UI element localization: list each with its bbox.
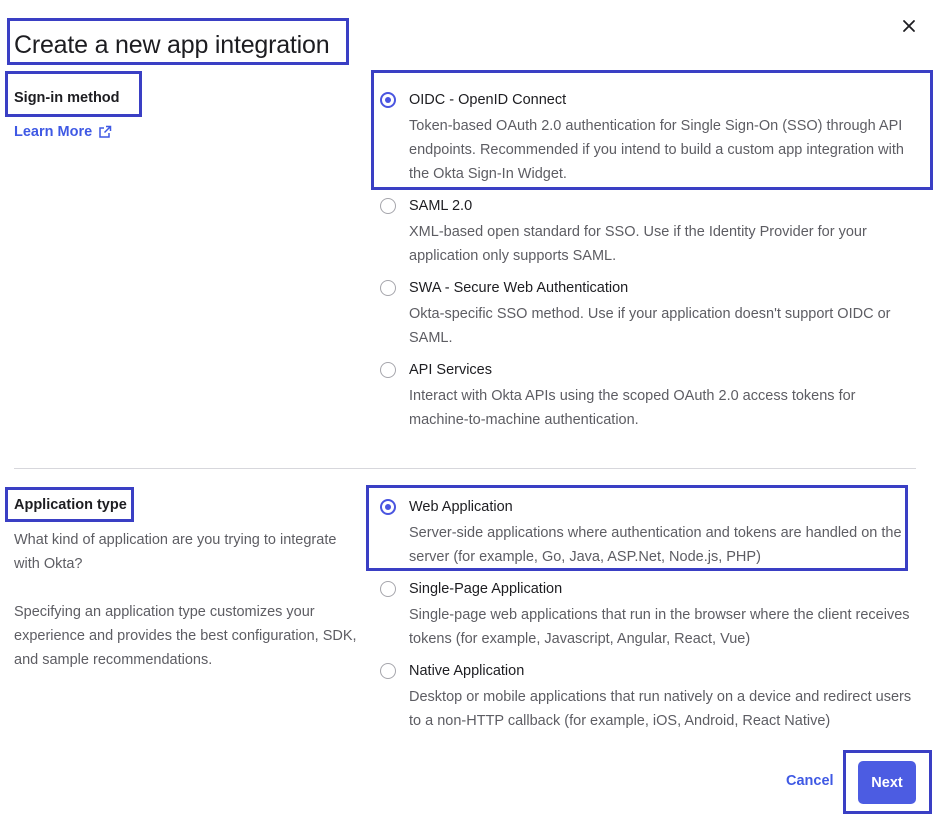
radio-native-application[interactable] (380, 663, 396, 679)
application-type-help-text: Specifying an application type customizes your experience and provides the best configuration, SDK, and sample recommendations. (14, 604, 357, 668)
section-divider (14, 468, 916, 469)
sign-in-method-label: Sign-in method (14, 90, 120, 106)
next-button[interactable]: Next (858, 761, 916, 804)
option-title: OIDC - OpenID Connect (409, 92, 567, 108)
radio-swa[interactable] (380, 280, 396, 296)
option-description: XML-based open standard for SSO. Use if the Identity Provider for your application only supports SAML. (409, 224, 867, 264)
option-title: Web Application (409, 499, 513, 515)
application-type-label: Application type (14, 497, 127, 513)
option-description: Token-based OAuth 2.0 authentication for Single Sign-On (SSO) through API endpoints. Recommended if you intend to build a custom app integration with the Okta Sign-In Widget. (409, 118, 904, 182)
external-link-icon (98, 125, 112, 139)
option-description: Interact with Okta APIs using the scoped OAuth 2.0 access tokens for machine-to-machine authentication. (409, 388, 856, 428)
learn-more-label: Learn More (14, 124, 93, 140)
application-type-description: What kind of application are you trying to integrate with Okta? (14, 532, 337, 572)
option-title: SAML 2.0 (409, 198, 473, 214)
app-type-option-web[interactable] (380, 497, 920, 565)
radio-single-page-application[interactable] (380, 581, 396, 597)
radio-web-application-selected[interactable] (380, 499, 396, 515)
cancel-button[interactable]: Cancel (786, 773, 834, 789)
radio-api-services[interactable] (380, 362, 396, 378)
option-title: Single-Page Application (409, 581, 563, 597)
sign-in-option-api-services[interactable] (380, 360, 920, 428)
close-icon[interactable] (898, 15, 920, 37)
app-type-option-spa[interactable] (380, 579, 920, 647)
option-description: Single-page web applications that run in the browser where the client receives tokens (for example, Javascript, Angular, React, Vue) (409, 607, 910, 647)
sign-in-option-swa[interactable] (380, 278, 920, 346)
option-description: Okta-specific SSO method. Use if your application doesn't support OIDC or SAML. (409, 306, 891, 346)
page-title: Create a new app integration (14, 31, 330, 59)
option-title: SWA - Secure Web Authentication (409, 280, 629, 296)
learn-more-link[interactable] (14, 124, 112, 140)
option-title: API Services (409, 362, 492, 378)
app-type-option-native[interactable] (380, 661, 920, 729)
option-description: Desktop or mobile applications that run natively on a device and redirect users to a non-HTTP callback (for example, iOS, Android, React Native) (409, 689, 912, 729)
sign-in-option-saml[interactable] (380, 196, 920, 264)
sign-in-option-oidc[interactable] (380, 90, 920, 182)
radio-oidc-selected[interactable] (380, 92, 396, 108)
option-description: Server-side applications where authentication and tokens are handled on the server (for example, Go, Java, ASP.Net, Node.js, PHP) (409, 525, 902, 565)
option-title: Native Application (409, 663, 525, 679)
radio-saml[interactable] (380, 198, 396, 214)
